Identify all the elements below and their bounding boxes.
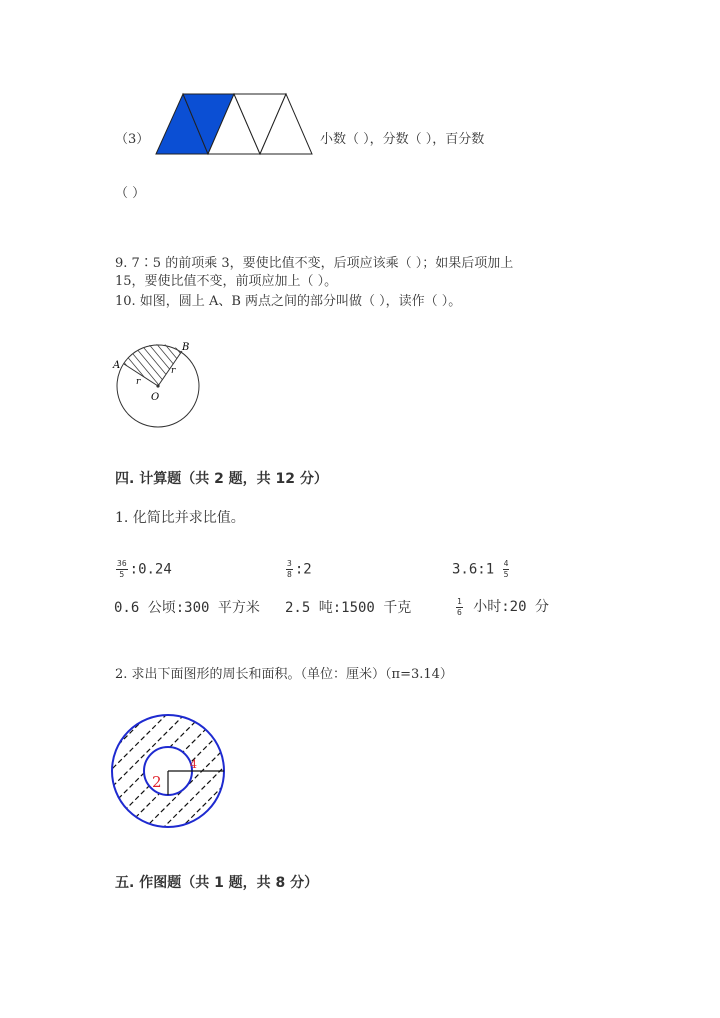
label-o: O — [151, 392, 160, 403]
calc-q2-prompt: 2. 求出下面图形的周长和面积。（单位：厘米）（π=3.14） — [115, 667, 453, 682]
ratio-item-4: 0.6 公顷:300 平方米 — [114, 600, 260, 616]
radius-oa — [124, 364, 158, 386]
section4-heading: 四. 计算题（共 2 题，共 12 分） — [115, 471, 328, 487]
label-a: A — [113, 360, 121, 371]
fraction: $\frac{36}{5}$ — [117, 559, 127, 579]
ratio-item-3: 3.6:1 $\frac{4}{5}$ — [452, 559, 509, 579]
ratio-item-6: $\frac{1}{6}$ 小时:20 分 — [457, 596, 549, 617]
fraction: $\frac{1}{6}$ — [457, 596, 462, 617]
label-r-right: r — [171, 366, 176, 376]
outer-radius-label: 4 — [190, 758, 197, 771]
question-label: （3） — [115, 132, 150, 147]
label-b: B — [182, 342, 190, 353]
sector-figure — [108, 336, 208, 432]
ratio-item-1: $\frac{36}{5}$ :0.24 — [117, 559, 172, 579]
fraction: $\frac{4}{5}$ — [503, 559, 509, 579]
q8-answer-blanks: 小数（ ），分数（ ），百分数 — [320, 132, 485, 147]
fraction: $\frac{3}{8}$ — [287, 559, 292, 579]
inner-radius-label: 2 — [152, 773, 162, 791]
triangles-figure — [154, 92, 316, 156]
annulus-figure — [110, 713, 226, 829]
ratio-item-2: $\frac{3}{8}$ :2 — [287, 559, 312, 579]
q8-blank-continuation: （ ） — [115, 186, 146, 201]
section5-heading: 五. 作图题（共 1 题，共 8 分） — [115, 875, 319, 891]
label-r-left: r — [136, 377, 141, 387]
calc-q1-prompt: 1. 化简比并求比值。 — [115, 510, 245, 526]
q9-line2: 15，要使比值不变，前项应加上（ ）。 — [115, 274, 338, 289]
q10-text: 10. 如图，圆上 A、B 两点之间的部分叫做（ ），读作（ ）。 — [115, 294, 462, 309]
q9-line1: 9. 7∶5 的前项乘 3，要使比值不变，后项应该乘（ ）；如果后项加上 — [115, 256, 514, 271]
ratio-item-5: 2.5 吨:1500 千克 — [285, 600, 412, 616]
center-point — [156, 384, 159, 387]
